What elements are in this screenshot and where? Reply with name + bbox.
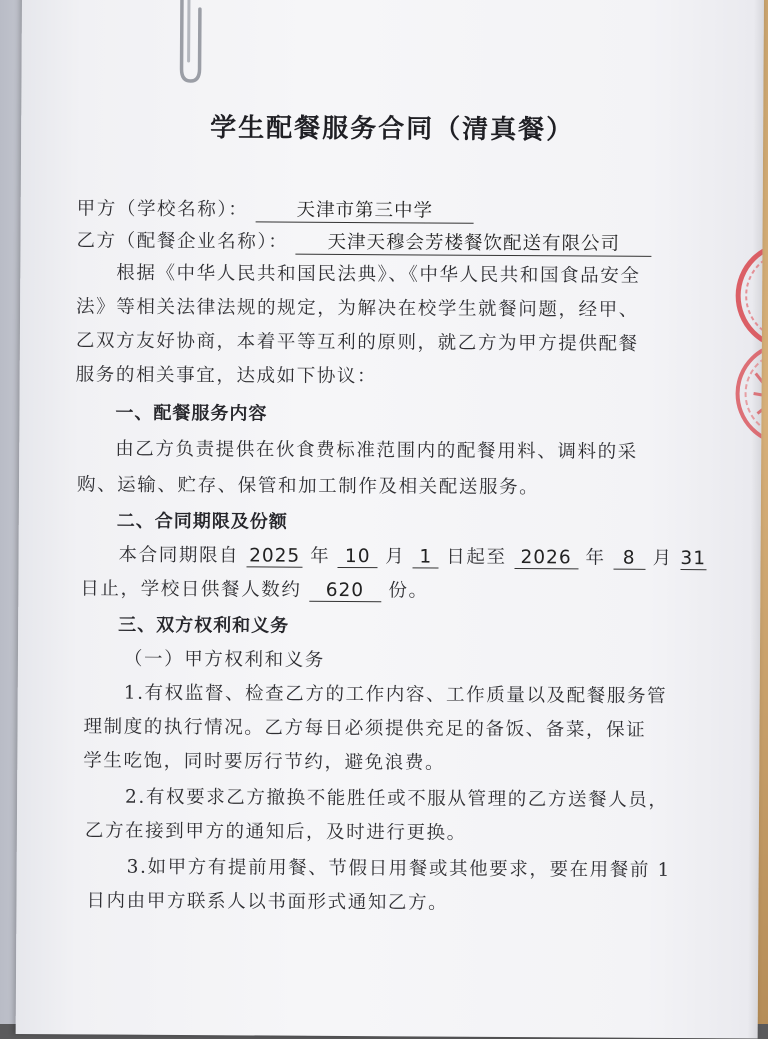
party-b-name: 天津天穆会芳楼餐饮配送有限公司: [296, 228, 652, 257]
contract-title: 学生配餐服务合同（清真餐）: [210, 113, 575, 146]
section-2-heading: 二、合同期限及份额: [116, 510, 288, 533]
section-1-line-1: 由乙方负责提供在伙食费标准范围内的配餐用料、调料的采: [115, 438, 638, 463]
start-day: 1: [413, 546, 439, 568]
daily-meal-count: 620: [309, 580, 381, 602]
subsection-party-a-heading: （一）甲方权利和义务: [123, 648, 326, 671]
party-a-label: 甲方（学校名称）：: [76, 198, 249, 221]
item-1-line-1: 1.有权监督、检查乙方的工作内容、工作质量以及配餐服务管: [123, 682, 668, 707]
day-unit-1: 日起至: [446, 546, 507, 568]
section-3-heading: 三、双方权利和义务: [118, 614, 290, 637]
end-year: 2026: [514, 547, 578, 569]
count-prefix: 日止，学校日供餐人数约: [80, 578, 302, 601]
section-1-line-2: 购、运输、贮存、保管和加工制作及相关配送服务。: [76, 474, 540, 499]
item-1-line-2: 理制度的执行情况。乙方每日必须提供充足的备饭、备菜，保证: [83, 716, 647, 741]
start-year: 2025: [247, 545, 303, 567]
intro-line-4: 服务的相关事宜，达成如下协议：: [75, 364, 378, 388]
party-a-row: [77, 194, 474, 223]
party-b-row: [76, 226, 651, 257]
party-b-label: 乙方（配餐企业名称）：: [76, 230, 289, 253]
intro-line-2: 法》等相关法律法规的规定，为解决在校学生就餐问题，经甲、: [76, 296, 639, 321]
end-month: 8: [613, 548, 645, 570]
year-unit-2: 年: [585, 547, 606, 569]
start-month: 10: [338, 546, 378, 568]
item-3-line-2: 日内由甲方联系人以书面形式通知乙方。: [86, 890, 449, 914]
party-a-name: 天津市第三中学: [256, 195, 474, 223]
item-2-line-2: 乙方在接到甲方的通知后，及时进行更换。: [84, 820, 467, 844]
month-unit-1: 月: [385, 546, 406, 568]
item-3-line-1: 3.如甲方有提前用餐、节假日用餐或其他要求，要在用餐前 1: [126, 856, 671, 881]
intro-line-1: 根据《中华人民共和国民法典》、《中华人民共和国食品安全: [116, 262, 641, 287]
item-2-line-1: 2.有权要求乙方撤换不能胜任或不服从管理的乙方送餐人员，: [125, 786, 669, 811]
count-row: [80, 574, 428, 602]
section-1-heading: 一、配餐服务内容: [115, 402, 268, 425]
term-prefix: 本合同期限自: [118, 544, 240, 567]
item-1-line-3: 学生吃饱，同时要厉行节约，避免浪费。: [83, 750, 446, 774]
month-unit-2: 月: [652, 547, 673, 569]
count-suffix: 份。: [388, 580, 429, 602]
contract-page: [16, 0, 764, 1039]
intro-line-3: 乙双方友好协商，本着平等互利的原则，就乙方为甲方提供配餐: [75, 330, 639, 355]
term-row: [119, 541, 707, 571]
end-day: 31: [680, 548, 707, 570]
year-unit-1: 年: [310, 545, 331, 567]
contract-content: [16, 0, 764, 1039]
